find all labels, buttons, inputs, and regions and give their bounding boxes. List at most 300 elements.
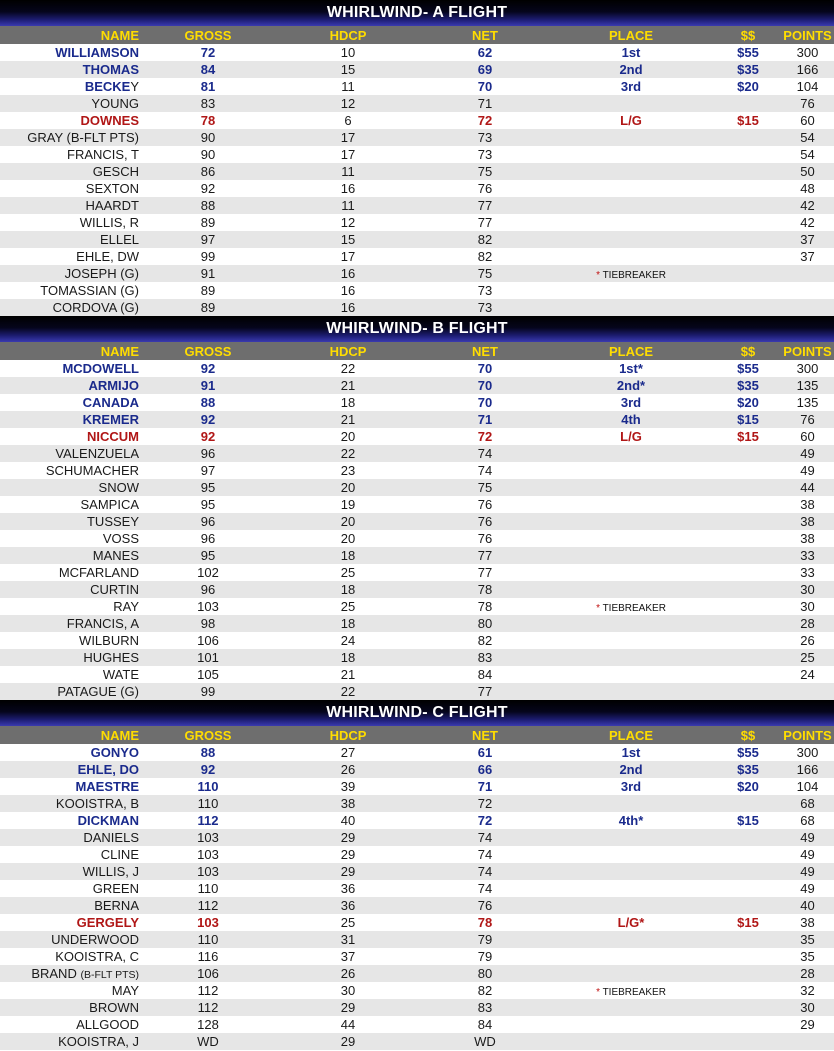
flight-section [0, 0, 834, 316]
column-header-hdcp: HDCP [329, 27, 367, 43]
cell-name [0, 79, 143, 94]
cell-place: 1st [621, 45, 641, 60]
cell-hdcp: 15 [340, 232, 356, 247]
cell-place: 4th* [618, 813, 644, 828]
cell-points: 25 [800, 650, 815, 665]
table-row [0, 231, 834, 248]
table-row [0, 299, 834, 316]
cell-hdcp: 29 [340, 847, 356, 862]
cell-net: 83 [477, 1000, 493, 1015]
cell-hdcp: 21 [340, 667, 356, 682]
cell-name: SCHUMACHER [45, 463, 139, 478]
cell-name: GONYO [90, 745, 139, 760]
column-header-net: NET [472, 727, 498, 743]
table-row [0, 377, 834, 394]
cell-hdcp: 11 [341, 79, 355, 94]
cell-place: 2nd [619, 762, 643, 777]
cell-name: WILLIS, R [79, 215, 139, 230]
column-header-row [0, 726, 834, 744]
cell-gross: 112 [197, 898, 219, 913]
cell-hdcp: 31 [340, 932, 356, 947]
table-row [0, 829, 834, 846]
table-row [0, 394, 834, 411]
table-row [0, 965, 834, 982]
table-row [0, 948, 834, 965]
table-row [0, 683, 834, 700]
cell-net: 73 [477, 283, 493, 298]
table-row [0, 513, 834, 530]
cell-points: 68 [800, 796, 815, 811]
cell-hdcp: 18 [340, 616, 356, 631]
cell-money: $15 [737, 915, 759, 930]
table-row [0, 44, 834, 61]
cell-hdcp: 16 [340, 300, 356, 315]
table-row [0, 411, 834, 428]
table-row [0, 479, 834, 496]
cell-points: 104 [796, 79, 819, 94]
cell-name: EHLE, DO [77, 762, 139, 777]
cell-points: 49 [800, 446, 815, 461]
table-row [0, 897, 834, 914]
cell-points: 300 [796, 45, 819, 60]
flight-title: WHIRLWIND- C FLIGHT [0, 700, 834, 726]
cell-place: L/G [620, 113, 642, 128]
cell-gross: 86 [200, 164, 216, 179]
cell-name: ELLEL [99, 232, 139, 247]
cell-gross: 84 [200, 62, 216, 77]
cell-net: 77 [477, 684, 493, 699]
cell-place: 3rd [620, 779, 642, 794]
cell-net: 71 [477, 96, 493, 111]
cell-name: UNDERWOOD [51, 932, 139, 947]
cell-points: 28 [800, 966, 815, 981]
cell-money: $20 [737, 395, 759, 410]
cell-points: 54 [800, 130, 815, 145]
cell-gross: 96 [200, 446, 216, 461]
cell-hdcp: 16 [340, 181, 356, 196]
cell-hdcp: 22 [340, 361, 356, 376]
cell-hdcp: 20 [340, 531, 356, 546]
cell-gross: WD [197, 1034, 219, 1049]
cell-gross: 90 [200, 147, 216, 162]
cell-name: WILBURN [79, 633, 139, 648]
cell-hdcp: 29 [340, 830, 356, 845]
cell-name: SEXTON [85, 181, 139, 196]
cell-net: 82 [477, 232, 493, 247]
cell-points: 49 [800, 881, 815, 896]
cell-points: 104 [796, 779, 819, 794]
tiebreaker-note [596, 603, 666, 614]
cell-gross: 116 [197, 949, 219, 964]
cell-points: 29 [800, 1017, 815, 1032]
cell-gross: 88 [200, 745, 216, 760]
column-header-money: $$ [740, 343, 756, 359]
table-row [0, 1033, 834, 1050]
cell-hdcp: 36 [340, 898, 356, 913]
column-header-points: POINTS [783, 343, 832, 359]
cell-gross: 81 [200, 79, 216, 94]
cell-gross: 112 [197, 813, 219, 828]
cell-net: 66 [477, 762, 493, 777]
table-row [0, 632, 834, 649]
column-header-name: NAME [100, 27, 139, 43]
cell-name: GRAY (B-FLT PTS) [27, 130, 139, 145]
cell-net: 84 [477, 1017, 493, 1032]
cell-gross: 112 [197, 1000, 219, 1015]
table-row [0, 282, 834, 299]
table-row [0, 812, 834, 829]
cell-hdcp: 11 [341, 198, 355, 213]
table-row [0, 445, 834, 462]
cell-name: GESCH [92, 164, 139, 179]
cell-gross: 92 [200, 361, 216, 376]
cell-gross: 112 [197, 983, 219, 998]
cell-name: KOOISTRA, J [58, 1034, 139, 1049]
cell-points: 37 [800, 232, 815, 247]
cell-hdcp: 29 [340, 1034, 356, 1049]
cell-points: 68 [800, 813, 815, 828]
tiebreaker-note [596, 270, 666, 281]
cell-net: 80 [477, 966, 493, 981]
cell-net: 62 [477, 45, 493, 60]
cell-net: 61 [477, 745, 493, 760]
cell-net: 73 [477, 130, 493, 145]
table-row [0, 462, 834, 479]
cell-net: 76 [477, 898, 493, 913]
cell-name: MAESTRE [75, 779, 139, 794]
cell-gross: 110 [197, 779, 219, 794]
cell-name: KOOISTRA, B [55, 796, 139, 811]
cell-gross: 89 [200, 300, 216, 315]
table-row [0, 248, 834, 265]
column-header-money: $$ [740, 27, 756, 43]
cell-points: 300 [796, 361, 819, 376]
cell-gross: 92 [200, 762, 216, 777]
cell-hdcp: 12 [340, 215, 356, 230]
cell-hdcp: 19 [340, 497, 356, 512]
table-row [0, 1016, 834, 1033]
tiebreaker-text: TIEBREAKER [602, 270, 666, 281]
table-row [0, 530, 834, 547]
cell-name: DOWNES [80, 113, 139, 128]
cell-points: 54 [800, 147, 815, 162]
cell-hdcp: 17 [340, 147, 356, 162]
cell-gross: 72 [200, 45, 216, 60]
cell-hdcp: 39 [340, 779, 356, 794]
cell-gross: 103 [197, 864, 219, 879]
table-row [0, 180, 834, 197]
cell-gross: 88 [200, 395, 216, 410]
asterisk-icon: * [596, 987, 603, 998]
cell-name: MCFARLAND [58, 565, 139, 580]
table-row [0, 649, 834, 666]
cell-name: THOMAS [82, 62, 139, 77]
cell-name: MCDOWELL [62, 361, 139, 376]
cell-hdcp: 27 [340, 745, 356, 760]
table-row [0, 598, 834, 615]
asterisk-icon: * [596, 270, 603, 281]
cell-place: L/G* [617, 915, 645, 930]
cell-name: WILLIS, J [82, 864, 139, 879]
cell-net: 80 [477, 616, 493, 631]
cell-points: 76 [800, 96, 815, 111]
cell-net: 76 [477, 497, 493, 512]
cell-net: 71 [477, 779, 493, 794]
cell-money: $15 [737, 113, 759, 128]
cell-net: 77 [477, 548, 493, 563]
cell-net: 73 [477, 147, 493, 162]
table-row [0, 163, 834, 180]
cell-gross: 103 [197, 847, 219, 862]
cell-name: WATE [102, 667, 139, 682]
cell-net: 74 [477, 864, 493, 879]
cell-money: $15 [737, 429, 759, 444]
cell-place: L/G [620, 429, 642, 444]
cell-money: $55 [737, 361, 759, 376]
cell-net: 76 [477, 181, 493, 196]
cell-hdcp: 40 [340, 813, 356, 828]
cell-gross: 99 [200, 249, 216, 264]
cell-name: HAARDT [85, 198, 139, 213]
cell-hdcp: 25 [340, 915, 356, 930]
cell-money: $20 [737, 779, 759, 794]
cell-hdcp: 23 [340, 463, 356, 478]
cell-name: FRANCIS, T [67, 147, 139, 162]
cell-name: GERGELY [76, 915, 139, 930]
cell-name: PATAGUE (G) [57, 684, 139, 699]
cell-name: KREMER [82, 412, 139, 427]
column-header-net: NET [472, 27, 498, 43]
cell-gross: 96 [200, 531, 216, 546]
cell-hdcp: 6 [344, 113, 352, 128]
cell-points: 50 [800, 164, 815, 179]
cell-money: $15 [737, 813, 759, 828]
tiebreaker-text: TIEBREAKER [602, 603, 666, 614]
cell-money: $55 [737, 745, 759, 760]
player-name-suffix: Y [130, 79, 139, 94]
table-row [0, 914, 834, 931]
cell-net: 69 [477, 62, 493, 77]
cell-gross: 91 [200, 266, 216, 281]
cell-points: 26 [800, 633, 815, 648]
cell-hdcp: 16 [340, 283, 356, 298]
cell-hdcp: 25 [340, 565, 356, 580]
cell-points: 30 [800, 582, 815, 597]
cell-name: SAMPICA [80, 497, 139, 512]
cell-gross: 98 [200, 616, 216, 631]
cell-points: 49 [800, 847, 815, 862]
column-header-gross: GROSS [184, 27, 232, 43]
cell-points: 48 [800, 181, 815, 196]
cell-points: 32 [800, 983, 815, 998]
table-row [0, 95, 834, 112]
cell-name: GREEN [92, 881, 139, 896]
cell-points: 38 [800, 497, 815, 512]
cell-gross: 95 [200, 497, 216, 512]
cell-hdcp: 38 [340, 796, 356, 811]
cell-net: 82 [477, 983, 493, 998]
cell-gross: 95 [200, 548, 216, 563]
column-header-name: NAME [100, 727, 139, 743]
cell-points: 35 [800, 932, 815, 947]
cell-name: JOSEPH (G) [64, 266, 139, 281]
column-header-points: POINTS [783, 727, 832, 743]
cell-net: 70 [477, 395, 493, 410]
cell-net: 82 [477, 633, 493, 648]
cell-money: $55 [737, 45, 759, 60]
cell-net: 72 [477, 813, 493, 828]
cell-name: MAY [111, 983, 139, 998]
cell-hdcp: 18 [340, 582, 356, 597]
cell-name: SNOW [98, 480, 139, 495]
cell-hdcp: 29 [340, 1000, 356, 1015]
cell-net: 70 [477, 378, 493, 393]
cell-net: 73 [477, 300, 493, 315]
table-row [0, 846, 834, 863]
cell-hdcp: 29 [340, 864, 356, 879]
cell-points: 166 [796, 62, 819, 77]
cell-net: 78 [477, 582, 493, 597]
cell-gross: 96 [200, 514, 216, 529]
table-row [0, 61, 834, 78]
cell-gross: 103 [197, 830, 219, 845]
table-row [0, 880, 834, 897]
cell-money: $35 [737, 378, 759, 393]
cell-hdcp: 18 [340, 650, 356, 665]
cell-name: CLINE [100, 847, 139, 862]
cell-net: 75 [477, 266, 493, 281]
cell-gross: 92 [200, 429, 216, 444]
cell-gross: 106 [197, 633, 219, 648]
table-row [0, 214, 834, 231]
cell-gross: 78 [200, 113, 216, 128]
cell-hdcp: 24 [340, 633, 356, 648]
cell-net: 72 [477, 113, 493, 128]
cell-net: 78 [477, 915, 493, 930]
cell-points: 42 [800, 215, 815, 230]
cell-gross: 83 [200, 96, 216, 111]
cell-name: DANIELS [83, 830, 139, 845]
cell-hdcp: 21 [340, 412, 356, 427]
cell-gross: 96 [200, 582, 216, 597]
cell-points: 38 [800, 915, 815, 930]
cell-net: 70 [477, 361, 493, 376]
table-row [0, 112, 834, 129]
cell-gross: 105 [197, 667, 219, 682]
column-header-place: PLACE [608, 27, 654, 43]
cell-hdcp: 36 [340, 881, 356, 896]
cell-name: TUSSEY [86, 514, 139, 529]
cell-place [547, 599, 715, 614]
cell-net: 75 [477, 164, 493, 179]
cell-gross: 89 [200, 215, 216, 230]
cell-points: 300 [796, 745, 819, 760]
cell-net: 74 [477, 881, 493, 896]
cell-gross: 110 [197, 881, 219, 896]
cell-name: TOMASSIAN (G) [40, 283, 139, 298]
cell-name: KOOISTRA, C [55, 949, 139, 964]
cell-name: CANADA [82, 395, 139, 410]
table-row [0, 999, 834, 1016]
cell-name: ARMIJO [88, 378, 139, 393]
flight-section [0, 316, 834, 700]
cell-points: 135 [796, 395, 819, 410]
cell-gross: 89 [200, 283, 216, 298]
cell-place: 1st* [619, 361, 643, 376]
cell-gross: 106 [197, 966, 219, 981]
cell-name: MANES [92, 548, 139, 563]
cell-hdcp: 18 [340, 548, 356, 563]
cell-gross: 101 [197, 650, 219, 665]
cell-hdcp: 26 [340, 966, 356, 981]
column-header-net: NET [472, 343, 498, 359]
cell-points: 135 [796, 378, 819, 393]
column-header-row [0, 342, 834, 360]
cell-net: 74 [477, 446, 493, 461]
cell-hdcp: 10 [340, 45, 356, 60]
cell-gross: 92 [200, 181, 216, 196]
table-row [0, 360, 834, 377]
cell-points: 49 [800, 463, 815, 478]
cell-net: 71 [477, 412, 493, 427]
cell-gross: 92 [200, 412, 216, 427]
cell-hdcp: 30 [340, 983, 356, 998]
cell-hdcp: 12 [340, 96, 356, 111]
cell-net: 74 [477, 830, 493, 845]
cell-net: 78 [477, 599, 493, 614]
cell-name: BERNA [94, 898, 139, 913]
column-header-hdcp: HDCP [329, 343, 367, 359]
cell-hdcp: 16 [340, 266, 356, 281]
cell-hdcp: 22 [340, 684, 356, 699]
table-row [0, 931, 834, 948]
table-row [0, 778, 834, 795]
table-row [0, 615, 834, 632]
cell-name [0, 966, 143, 981]
table-row [0, 581, 834, 598]
table-row [0, 496, 834, 513]
cell-net: 79 [477, 932, 493, 947]
cell-hdcp: 20 [340, 514, 356, 529]
cell-name: FRANCIS, A [66, 616, 139, 631]
cell-points: 49 [800, 864, 815, 879]
cell-net: 84 [477, 667, 493, 682]
cell-hdcp: 20 [340, 480, 356, 495]
table-row [0, 666, 834, 683]
cell-money: $20 [737, 79, 759, 94]
cell-place: 4th [621, 412, 641, 427]
cell-hdcp: 22 [340, 446, 356, 461]
tiebreaker-text: TIEBREAKER [602, 987, 666, 998]
cell-net: 75 [477, 480, 493, 495]
column-header-hdcp: HDCP [329, 727, 367, 743]
cell-hdcp: 15 [340, 62, 356, 77]
cell-net: 79 [477, 949, 493, 964]
cell-net: 77 [477, 565, 493, 580]
cell-hdcp: 18 [340, 395, 356, 410]
cell-points: 42 [800, 198, 815, 213]
cell-money: $35 [737, 62, 759, 77]
flight-section [0, 700, 834, 1050]
table-row [0, 146, 834, 163]
column-header-name: NAME [100, 343, 139, 359]
flight-title: WHIRLWIND- A FLIGHT [0, 0, 834, 26]
cell-points: 40 [800, 898, 815, 913]
cell-points: 38 [800, 514, 815, 529]
cell-gross: 103 [197, 599, 219, 614]
cell-place: 3rd [620, 79, 642, 94]
cell-name: VOSS [102, 531, 139, 546]
